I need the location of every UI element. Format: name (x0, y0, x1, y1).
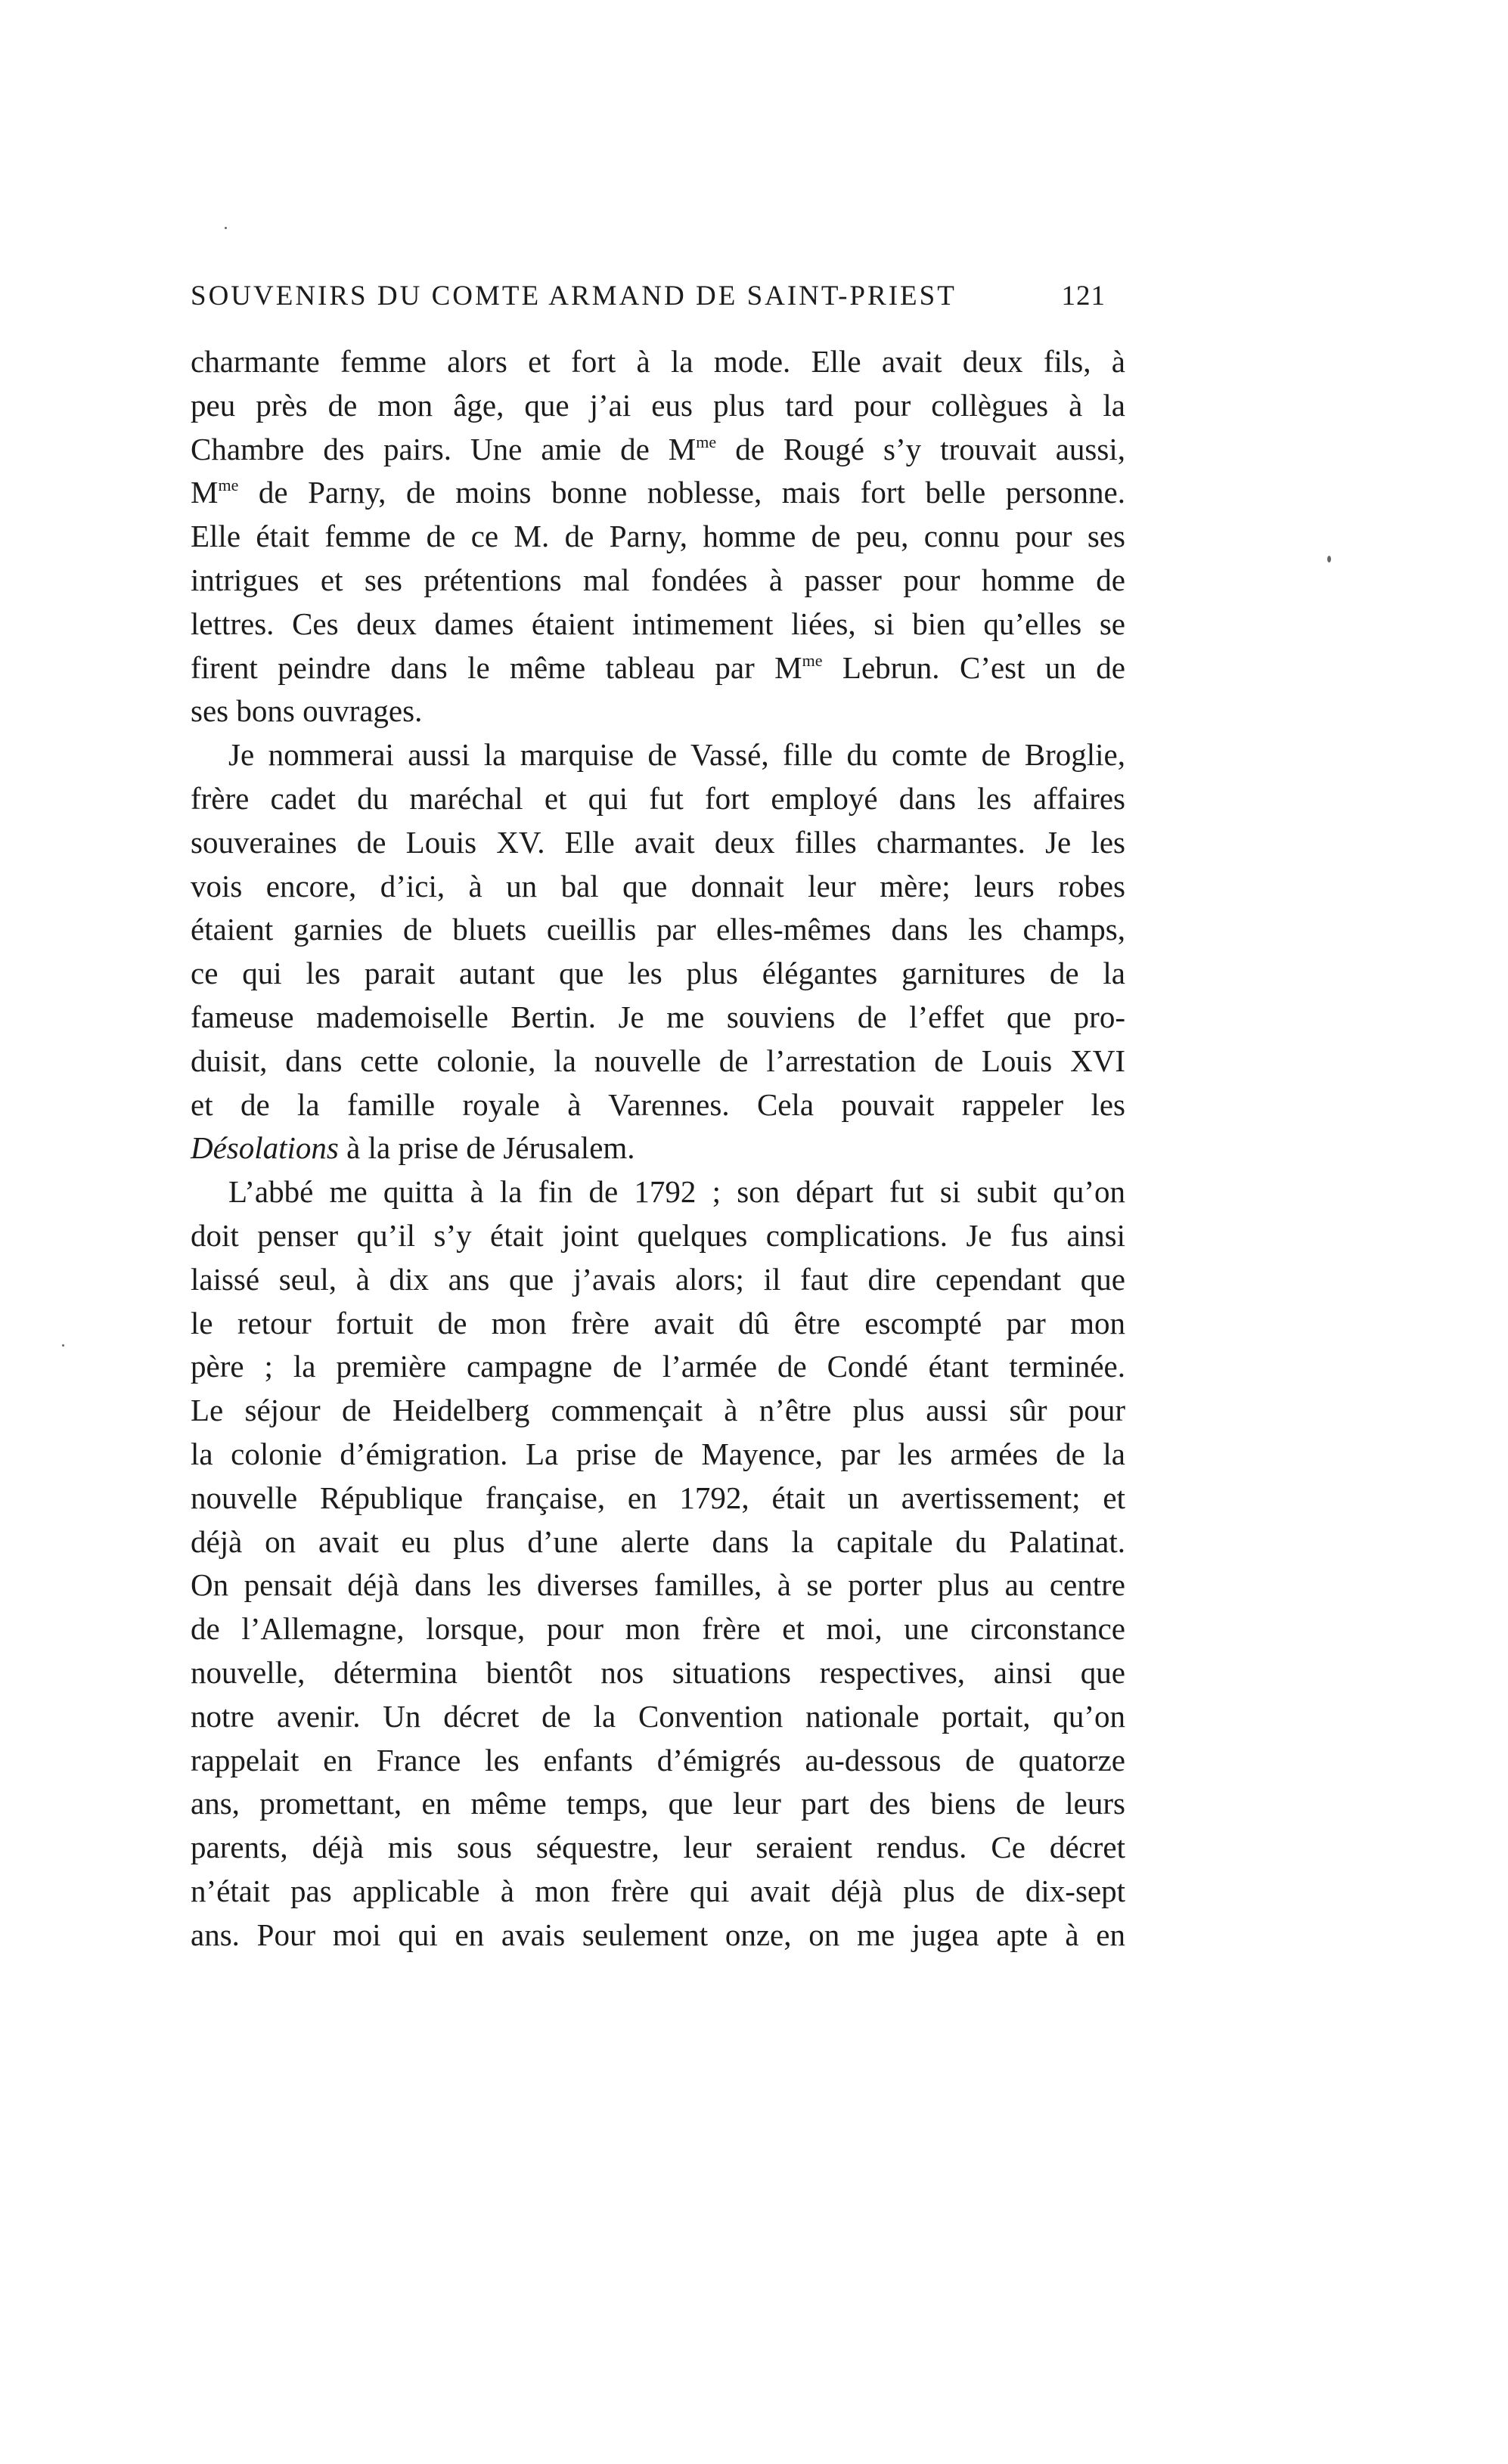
text-line: nouvelle, détermina bientôt nos situations respectives, ainsi que (191, 1654, 1125, 1690)
text-line: nouvelle République française, en 1792, était un avertissement; et (191, 1480, 1125, 1515)
text-line: étaient garnies de bluets cueillis par elles-mêmes dans les champs, (191, 912, 1125, 947)
text-line: Elle était femme de ce M. de Parny, homme de peu, connu pour ses (191, 519, 1125, 554)
text-line: Je nommerai aussi la marquise de Vassé, fille du comte de Broglie, (228, 737, 1125, 773)
text-line: laissé seul, à dix ans que j’avais alors; il faut dire cependant que (191, 1261, 1125, 1297)
text-line: de l’Allemagne, lorsque, pour mon frère et moi, une circonstance (191, 1611, 1125, 1647)
text-line: lettres. Ces deux dames étaient intimement liées, si bien qu’elles se (191, 606, 1125, 641)
text-line: firent peindre dans le même tableau par $M^{me}$ Lebrun. C’est un de (191, 649, 1125, 685)
text-line: vois encore, d’ici, à un bal que donnait leur mère; leurs robes (191, 868, 1125, 903)
page-number: 121 (1061, 280, 1106, 311)
text-line: intrigues et ses prétentions mal fondées à passer pour homme de (191, 562, 1125, 597)
text-line: peu près de mon âge, que j’ai eus plus tard pour collègues à la (191, 387, 1125, 423)
text-line: Chambre des pairs. Une amie de $M^{me}$ de Rougé s’y trouvait aussi, (191, 431, 1125, 466)
text-line: ce qui les parait autant que les plus élégantes garnitures de la (191, 956, 1125, 991)
print-speck (1327, 556, 1331, 563)
body-text (191, 340, 1125, 1957)
text-line: charmante femme alors et fort à la mode. Elle avait deux fils, à (191, 344, 1125, 379)
italic-title: Désolations (191, 1130, 339, 1166)
text-line: père ; la première campagne de l’armée de Condé étant terminée. (191, 1349, 1125, 1384)
text-line: notre avenir. Un décret de la Convention nationale portait, qu’on (191, 1698, 1125, 1734)
print-speck (225, 227, 227, 229)
text-line: ans, promettant, en même temps, que leur part des biens de leurs (191, 1786, 1125, 1821)
text-line: et de la famille royale à Varennes. Cela pouvait rappeler les (191, 1086, 1125, 1122)
running-header (191, 280, 1106, 325)
text-line: duisit, dans cette colonie, la nouvelle de l’arrestation de Louis XVI (191, 1043, 1125, 1078)
text-line: le retour fortuit de mon frère avait dû être escompté par mon (191, 1305, 1125, 1340)
text-line: $M^{me}$ de Parny, de moins bonne noblesse, mais fort belle personne. (191, 475, 1125, 510)
running-title: SOUVENIRS DU COMTE ARMAND DE SAINT-PRIEST (191, 280, 957, 311)
text-line: déjà on avait eu plus d’une alerte dans la capitale du Palatinat. (191, 1523, 1125, 1559)
print-speck (62, 1344, 64, 1347)
superscript: me (802, 650, 823, 670)
text-line: ses bons ouvrages. (191, 693, 423, 729)
text-line: rappelait en France les enfants d’émigrés au-dessous de quatorze (191, 1742, 1125, 1777)
text-line: n’était pas applicable à mon frère qui avait déjà plus de dix-sept (191, 1873, 1125, 1908)
text-line: la colonie d’émigration. La prise de Mayence, par les armées de la (191, 1436, 1125, 1471)
text-line: frère cadet du maréchal et qui fut fort employé dans les affaires (191, 780, 1125, 816)
superscript: me (696, 432, 717, 451)
text-line: fameuse mademoiselle Bertin. Je me souviens de l’effet que pro- (191, 999, 1125, 1034)
text-line: L’abbé me quitta à la fin de 1792 ; son départ fut si subit qu’on (228, 1174, 1125, 1210)
text-line: Désolations à la prise de Jérusalem. (191, 1130, 635, 1166)
superscript: me (218, 476, 239, 495)
text-line: doit penser qu’il s’y était joint quelques complications. Je fus ainsi (191, 1217, 1125, 1253)
text-line: On pensait déjà dans les diverses familles, à se porter plus au centre (191, 1567, 1125, 1603)
text-line: parents, déjà mis sous séquestre, leur seraient rendus. Ce décret (191, 1830, 1125, 1865)
text-line: ans. Pour moi qui en avais seulement onze, on me jugea apte à en (191, 1917, 1125, 1952)
text-line: Le séjour de Heidelberg commençait à n’être plus aussi sûr pour (191, 1393, 1125, 1428)
text-line: souveraines de Louis XV. Elle avait deux filles charmantes. Je les (191, 824, 1125, 860)
